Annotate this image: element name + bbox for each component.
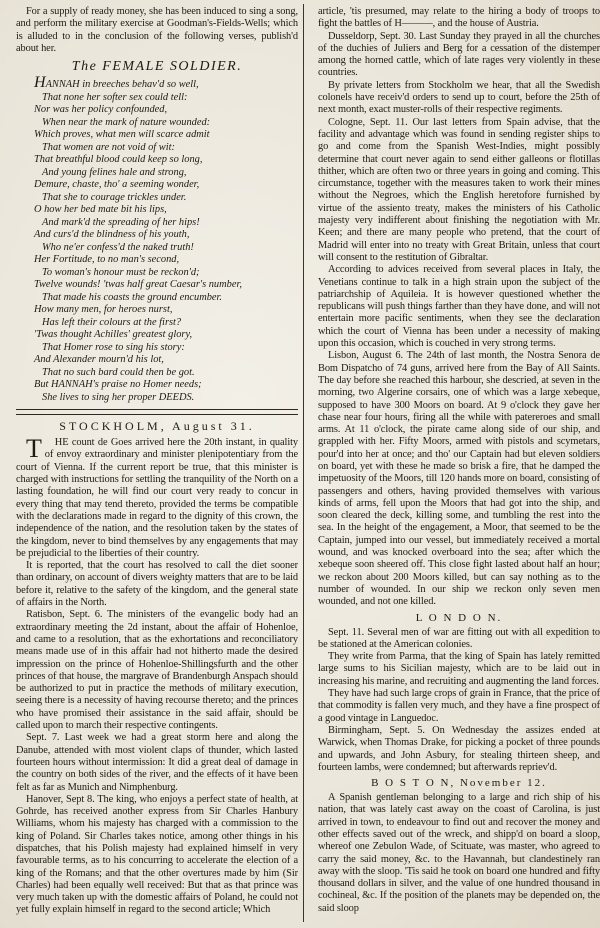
poem-line: HANNAH in breeches behav'd so well, bbox=[34, 74, 199, 92]
london-article bbox=[318, 627, 600, 775]
poem-line: That no such bard could then be got. bbox=[42, 366, 195, 378]
right-london-item: Birmingham, Sept. 5. On Wednesday the assizes ended at Warwick, when Thomas Drake, for picking a pocket of three pounds and upwards, and John Asbury, for stealing thirteen sheep, and fourteen lambs, were condemned; but afterwards repriev'd. bbox=[318, 724, 600, 773]
poem-line: Nor was her policy confounded, bbox=[34, 104, 168, 116]
boston-heading: B O S T O N, November 12. bbox=[371, 777, 547, 790]
right-top-item: Lisbon, August 6. The 24th of last month, the Nostra Senora de Bom Dispatcho of 74 guns, arrived here from the Bay of All Saints. The day before she reached this harbour, she descried, at seven in the morning, two Algerine corsairs, one of which was a large xebeque, supposed to have 300 Moors on board. At 9 o'clock they gave her chase near four hours, firing all the while with patereroes and small arms. At 11 o'clock, the pirate came along side of our ship, and grappled with her. Fifty Moors, armed with pistols and scymetars, pour'd into her at once; and tho' our Captain had but eleven soldiers on board, yet with these he made so brisk a fire, that he damped the impetuosity of the Moors, till 120 hands more on board, consisting of passengers and others, having provided themselves with various kinds of arms, fell upon the Moors that had got into the ship, and soon cleared the deck, killing some, and tumbling the rest into the sea. In the height of the engagement, a Moor, that seemed to be the Captain, jumped into our vessel, but immediately received a mortal wound, and was knocked overboard into the sea; after which the xebeque soon sheered off. This close fight lasted about half an hour; we reckon about 200 Moors killed, but can say nothing as to the number of wounded. In our ship we reckon only seven men wounded, and not one killed. bbox=[318, 350, 600, 608]
poem-line: Which proves, what men will scarce admit bbox=[34, 129, 210, 141]
poem-line: That women are not void of wit: bbox=[42, 141, 175, 153]
poem-line: That none her softer sex could tell: bbox=[42, 91, 188, 103]
left-paras-item: Hanover, Sept 8. The king, who enjoys a perfect state of health, at Gohrde, has received another express from Sir Charles Hanbury Williams, whom his majesty has charged with a commission to the king of Poland. Sir Charles takes notice, among other things in his dispatches, that his Polish majesty had explained himself in very favourable terms, as to his concurring to accelerate the election of a king of the Romans; and that the other overtures made by him (Sir Charles) had been equally well received: But that as that prince was very much taken up with the domestic affairs of Poland, he could not yet fully explain himself in regard to the second article; Which bbox=[16, 793, 298, 916]
left-paras-item: THE count de Goes arrived here the 20th instant, in quality of envoy extraordinary and minister plenipotentiary from the court of Vienna. If the current report be true, that this minister is charged with instructions for settling the tranquility of the North on a lasting foundation, he will find our court very ready to concur in every thing that may tend thereto, provided the terms be compatible with the declarations made in regard to the dignity of this crown, the independence of the nation, and the resolution taken by the states of the kingdom, never to bind themselves by any engagements that may be prejudicial to the liberties of their country. bbox=[16, 434, 298, 559]
left-column bbox=[16, 6, 298, 917]
poem-line: But HANNAH's praise no Homer needs; bbox=[34, 379, 202, 391]
stockholm-article bbox=[16, 434, 298, 917]
poem-line: That breathful blood could keep so long, bbox=[34, 154, 203, 166]
poem-line: Her Fortitude, to no man's second, bbox=[34, 254, 180, 266]
poem-line: O how her bed mate bit his lips, bbox=[34, 204, 167, 216]
poem-line: She lives to sing her proper DEEDS. bbox=[42, 391, 195, 403]
section-separator bbox=[16, 409, 298, 415]
poem-line: When near the mark of nature wounded: bbox=[42, 116, 211, 128]
right-top-item: article, 'tis presumed, may relate to the hiring a body of troops to fight the battles of H———, and the house of Austria. bbox=[318, 6, 600, 30]
poem-line: That made his coasts the ground encumber. bbox=[42, 291, 222, 303]
left-paras-item: Ratisbon, Sept. 6. The ministers of the evangelic body had an extraordinary meeting the 2d instant, about the affair of Hohenloe, and came to a resolution, that as the exhortations and reconciliatory means made use of in this affair had not hitherto made the desired impression on the prince of Hohenloe-Shillingsfurth and the other princes of that house, the margrave of Brandenburgh Anspach should be authorized to put in practice the methods of military execution, seeing there is a necessity of having recourse thereto; and the princes who have promised their assistance in the said affair, should be called upon to march their respective contingents. bbox=[16, 609, 298, 732]
poem-line: And mark'd the spreading of her hips! bbox=[42, 216, 200, 228]
right-top-item: Cologne, Sept. 11. Our last letters from Spain advise, that the facility and advantage which was found in sending register ships to go and come from the Spanish West-Indies, might possibly determine that court never again to send either galleons or flotillas thither, which are often two or three years in going and coming. This circumstance, together with the measures taken to work their mines without the Negroes, which the English heretofore furnished by virtue of the assiento treaty, makes the ministers of his Catholic majesty very indifferent about finishing the negotiation with Mr. Keen; and there are many people who pretend, that the court of Madrid will enter into no treaty with Great Britain, unless that court will consent to the restitution of Gibraltar. bbox=[318, 116, 600, 263]
poem-line: That Homer rose to sing his story: bbox=[42, 341, 185, 353]
london-heading: L O N D O N. bbox=[415, 611, 503, 624]
poem-verse bbox=[34, 74, 298, 404]
poem-line: Twelve wounds! 'twas half great Caesar's number, bbox=[34, 279, 242, 291]
poem-line: That she to courage trickles under. bbox=[42, 191, 187, 203]
right-london-item: They write from Parma, that the king of Spain has lately remitted large sums to his Sicilian majesty, which are to be laid out in increasing his marine, and recruiting and augmenting the land forces. bbox=[318, 651, 600, 687]
poem-line: To woman's honour must be reckon'd; bbox=[42, 266, 200, 278]
left-paras-item: It is reported, that the court has resolved to call the diet sooner than ordinary, on account of divers weighty matters that are to be laid before it, relative to the safety of the kingdom, and the general state of affairs in the North. bbox=[16, 560, 298, 609]
poem-line: And young felines hale and strong, bbox=[42, 166, 187, 178]
right-boston-item: A Spanish gentleman belonging to a large and rich ship of his nation, that was lately cast away on the coast of Carolina, is just arrived in town, to endeavour to find out and recover the money and other effects saved out of the wreck, and shipp'd on board a sloop, whereof one Zebulon Wade, of Scituate, was master, who agreed to carry the said money, &c. to the Havannah, but clandestinely ran away with the sloop. 'Tis said he took on board one hundred and fifty thousand dollars in silver, and the value of one hundred thousand in cochineal, &c. If the position of the planets may be depended on, the said sloop bbox=[318, 792, 600, 914]
column-divider bbox=[303, 4, 304, 922]
right-top-item: According to advices received from several places in Italy, the Venetians continue to talk in a high strain upon the subject of the patriarchship of Aquileia. It is however questioned whether the republicans will push things farther than they have done, and will not entertain more pacific sentiments, when they see the declaration which the court of Vienna has been under a necessity of making upon this occasion, which is couched in very strong terms. bbox=[318, 264, 600, 350]
poem-line: And Alexander mourn'd his lot, bbox=[34, 354, 164, 366]
right-london-item: They have had such large crops of grain in France, that the price of that commodity is fallen very much, and they have a fine prospect of a good vintage in Languedoc. bbox=[318, 688, 600, 724]
left-paras-item: Sept. 7. Last week we had a great storm here and along the Danube, attended with most violent claps of thunder, which lasted fourteen hours without intermission: It did a great deal of damage in the country on both sides of the river, and the effects of it have been felt as far as Munich and Nimphenburg. bbox=[16, 732, 298, 793]
boston-article bbox=[318, 792, 600, 915]
right-top-item: Dusseldorp, Sept. 30. Last Sunday they prayed in all the churches of the duchies of Juliers and Berg for a cessation of the distemper among the horned cattle, which of late rages very violently in these countries. bbox=[318, 30, 600, 79]
poem-line: Who ne'er confess'd the naked truth! bbox=[42, 241, 194, 253]
poem-line: Demure, chaste, tho' a seeming wonder, bbox=[34, 179, 200, 191]
poem-line: How many men, for heroes nurst, bbox=[34, 304, 173, 316]
poem-title: The FEMALE SOLDIER. bbox=[71, 59, 243, 75]
poem-line: And curs'd the blindness of his youth, bbox=[34, 229, 190, 241]
poem-line: 'Twas thought Achilles' greatest glory, bbox=[34, 329, 193, 341]
intro-paragraph: For a supply of ready money, she has been induced to sing a song, and perform the military exercise at Goodman's-Fields-Wells; which is alluded to in the conclusion of the following verses, publish'd about her. bbox=[16, 6, 298, 54]
right-london-item: Sept. 11. Several men of war are fitting out with all expedition to be stationed at the American colonies. bbox=[318, 626, 600, 650]
right-top-item: By private letters from Stockholm we hear, that all the Swedish colonels have receiv'd orders to send up to court, before the 25th of next month, exact muster-rolls of their respective regiments. bbox=[318, 79, 600, 116]
foreign-news-article bbox=[318, 6, 600, 609]
right-column bbox=[318, 6, 600, 915]
poem-line: Has left their colours at the first? bbox=[42, 316, 182, 328]
stockholm-heading: STOCKHOLM, August 31. bbox=[59, 419, 255, 434]
